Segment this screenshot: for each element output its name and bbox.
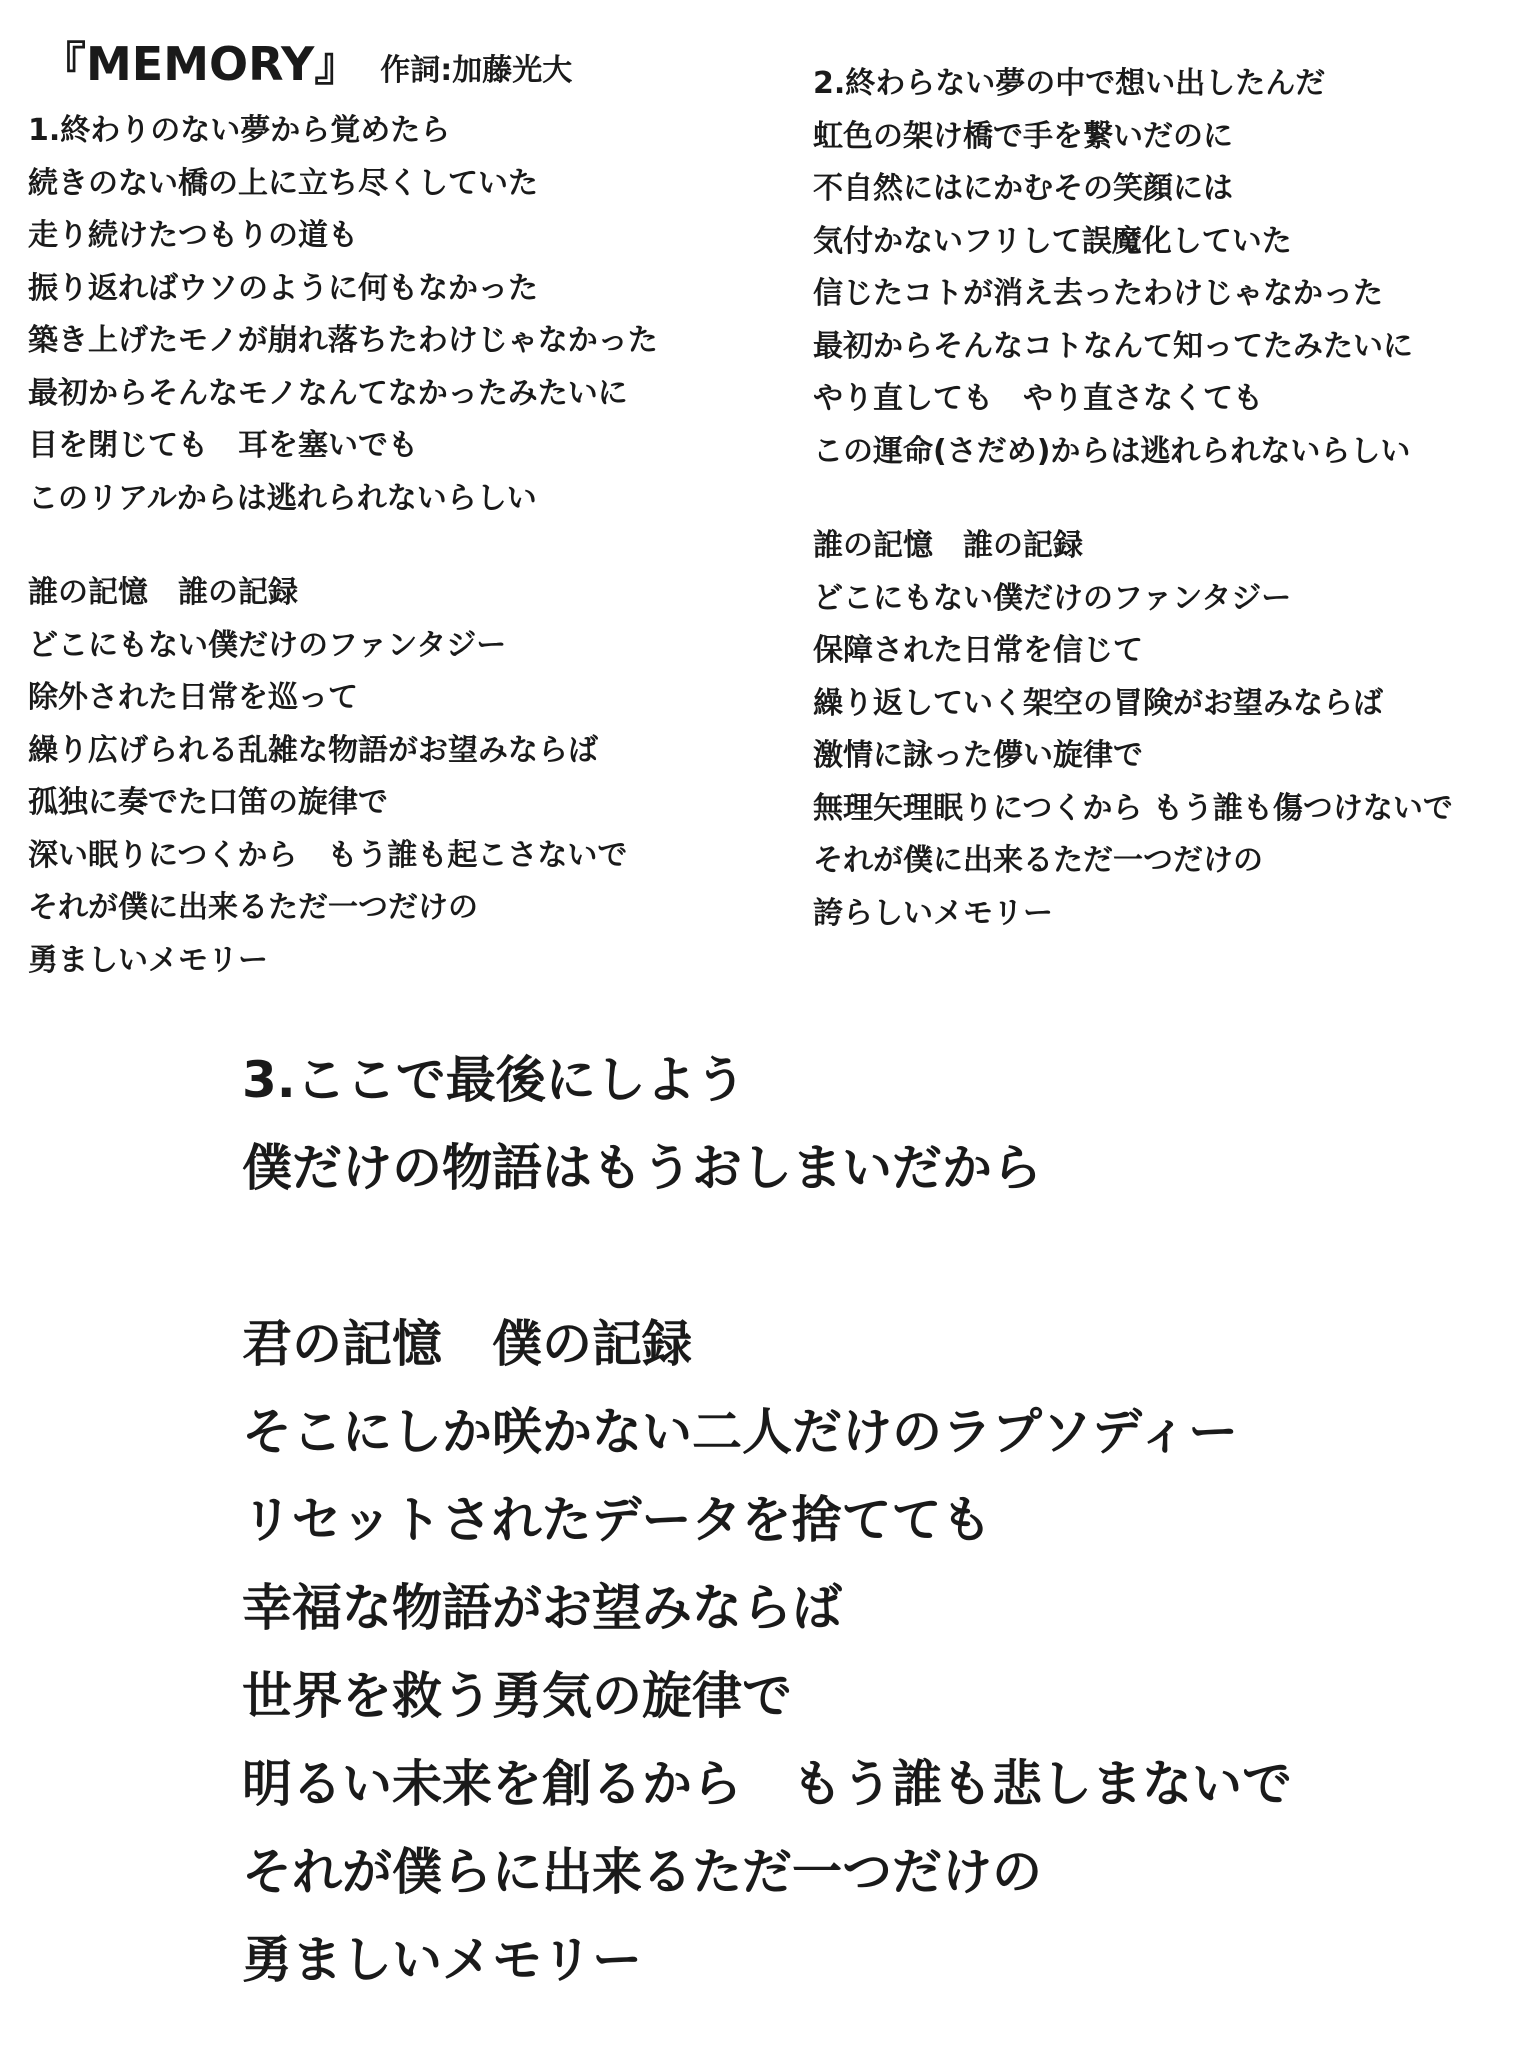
lyric-line: 誰の記憶 誰の記録 <box>28 575 298 610</box>
lyric-line: 続きのない橋の上に立ち尽くしていた <box>28 165 538 201</box>
lyricist-credit: 作詞:加藤光大 <box>380 53 573 88</box>
lyric-line: やり直しても やり直さなくても <box>813 381 1263 416</box>
lyric-line: どこにもない僕だけのファンタジー <box>28 627 507 663</box>
lyric-line: リセットされたデータを捨てても <box>242 1491 992 1549</box>
lyric-line: 最初からそんなモノなんてなかったみたいに <box>28 375 628 411</box>
lyric-line: 信じたコトが消え去ったわけじゃなかった <box>813 276 1383 311</box>
lyric-line: 2.終わらない夢の中で想い出したんだ <box>813 66 1326 101</box>
lyric-line: 気付かないフリして誤魔化していた <box>813 223 1292 259</box>
lyric-line: 不自然にはにかむその笑顔には <box>813 171 1233 206</box>
lyric-line: 振り返ればウソのように何もなかった <box>28 270 538 306</box>
verse-2-column <box>813 58 1453 940</box>
lyric-line: 築き上げたモノが崩れ落ちたわけじゃなかった <box>28 323 658 358</box>
lyric-line: 君の記憶 僕の記録 <box>242 1315 692 1373</box>
lyric-line: 最初からそんなコトなんて知ってたみたいに <box>813 328 1413 364</box>
lyric-line: 繰り返していく架空の冒険がお望みならば <box>813 685 1383 721</box>
lyric-line: それが僕に出来るただ一つだけの <box>28 890 478 925</box>
lyric-line: 無理矢理眠りにつくから もう誰も傷つけないで <box>813 790 1453 826</box>
lyric-line: 除外された日常を巡って <box>28 680 358 715</box>
verse-3-stanza-b <box>242 1300 1292 2004</box>
lyric-line: この運命(さだめ)からは逃れられないらしい <box>813 433 1411 469</box>
verse-2-stanza-a <box>813 58 1453 478</box>
lyric-line: 虹色の架け橋で手を繋いだのに <box>813 118 1233 154</box>
lyric-line: 1.終わりのない夢から覚めたら <box>28 113 451 148</box>
lyric-line: 目を閉じても 耳を塞いでも <box>28 428 418 463</box>
lyric-line: 誰の記憶 誰の記録 <box>813 528 1083 563</box>
lyric-line: 走り続けたつもりの道も <box>28 218 358 253</box>
lyric-line: 世界を救う勇気の旋律で <box>242 1667 792 1725</box>
verse-1-column <box>28 105 658 987</box>
verse-1-stanza-b <box>28 567 658 987</box>
lyric-line: 僕だけの物語はもうおしまいだから <box>242 1139 1042 1197</box>
lyric-line: 孤独に奏でた口笛の旋律で <box>28 785 388 820</box>
lyric-line: そこにしか咲かない二人だけのラプソディー <box>242 1403 1238 1461</box>
verse-3-block <box>242 1036 1292 2004</box>
song-title: 『MEMORY』 <box>40 37 361 91</box>
lyric-line: 明るい未来を創るから もう誰も悲しまないで <box>242 1755 1292 1813</box>
verse-1-stanza-a <box>28 105 658 525</box>
lyric-line: 3.ここで最後にしよう <box>242 1051 746 1109</box>
verse-3-stanza-a <box>242 1036 1292 1212</box>
lyric-line: 勇ましいメモリー <box>242 1931 642 1989</box>
lyrics-header <box>40 28 572 94</box>
lyric-line: 保障された日常を信じて <box>813 633 1143 668</box>
lyric-line: それが僕らに出来るただ一つだけの <box>242 1843 1042 1901</box>
lyric-line: 深い眠りにつくから もう誰も起こさないで <box>28 837 628 873</box>
lyric-line: どこにもない僕だけのファンタジー <box>813 580 1292 616</box>
lyric-line: 繰り広げられる乱雑な物語がお望みならば <box>28 732 598 768</box>
verse-2-stanza-b <box>813 520 1453 940</box>
lyric-line: このリアルからは逃れられないらしい <box>28 480 537 516</box>
lyric-line: 勇ましいメモリー <box>28 942 268 978</box>
lyric-line: それが僕に出来るただ一つだけの <box>813 843 1263 878</box>
lyric-line: 幸福な物語がお望みならば <box>242 1579 842 1637</box>
lyric-line: 誇らしいメモリー <box>813 895 1053 931</box>
lyric-line: 激情に詠った儚い旋律で <box>813 738 1143 773</box>
